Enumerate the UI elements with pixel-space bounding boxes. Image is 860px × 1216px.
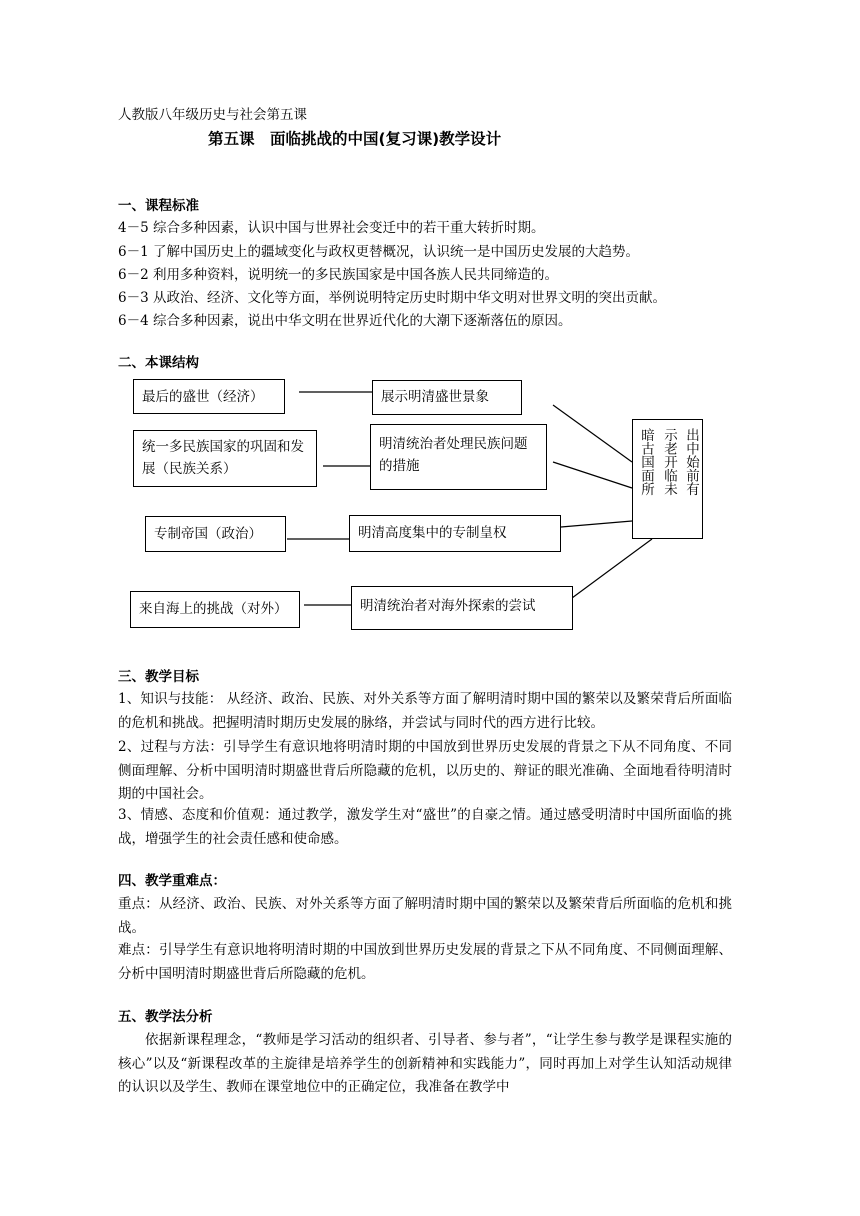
section-heading-structure: 二、本课结构 <box>118 355 199 371</box>
method-paragraph: 依据新课程理念，“教师是学习活动的组织者、引导者、参与者”，“让学生参与教学是课程实施的核心”以及“新课程改革的主旋律是培养学生的创新精神和实践能力”，同时再加上对学生认知活动规律的认识以及学生、教师在课堂地位中的正确定位，我准备在教学中 <box>118 1032 732 1095</box>
structure-box-economy: 最后的盛世（经济） <box>133 379 285 414</box>
standard-item: 6－2 利用多种资料，说明统一的多民族国家是中国各族人民共同缔造的。 <box>118 267 558 283</box>
standard-item: 6－4 综合多种因素，说出中华文明在世界近代化的大潮下逐渐落伍的原因。 <box>118 313 572 329</box>
key-point-item: 重点：从经济、政治、民族、对外关系等方面了解明清时期中国的繁荣以及繁荣背后所面临的危机和挑战。 <box>118 896 732 936</box>
objective-item: 2、过程与方法：引导学生有意识地将明清时期的中国放到世界历史发展的背景之下从不同角度、不同侧面理解、分析中国明清时期盛世背后所隐藏的危机，以历史的、辩证的眼光准确、全面地看待明清时期的中国社会。 <box>118 739 732 802</box>
connector-line <box>553 405 632 462</box>
conclusion-column: 示老开临未 <box>661 428 677 496</box>
connector-line <box>572 539 652 598</box>
difficulty-item: 难点：引导学生有意识地将明清时期的中国放到世界历史发展的背景之下从不同角度、不同侧面理解、分析中国明清时期盛世背后所隐藏的危机。 <box>118 942 732 982</box>
structure-box-ethnic-policy: 明清统治者处理民族问题的措施 <box>370 424 547 490</box>
course-subtitle: 人教版八年级历史与社会第五课 <box>118 107 307 123</box>
page-title: 第五课 面临挑战的中国(复习课)教学设计 <box>208 130 502 148</box>
conclusion-column: 出中始前有 <box>683 428 699 496</box>
structure-box-overseas: 明清统治者对海外探索的尝试 <box>351 586 573 630</box>
conclusion-column: 暗古国面所 <box>638 428 654 496</box>
section-heading-objectives: 三、教学目标 <box>118 669 199 685</box>
objective-item: 1、知识与技能： 从经济、政治、民族、对外关系等方面了解明清时期中国的繁荣以及繁荣背后所面临的危机和挑战。把握明清时期历史发展的脉络，并尝试与同时代的西方进行比较。 <box>118 691 732 731</box>
section-heading-method: 五、教学法分析 <box>118 1009 213 1025</box>
structure-box-politics: 专制帝国（政治） <box>145 516 286 552</box>
structure-box-ethnic: 统一多民族国家的巩固和发展（民族关系） <box>133 430 317 487</box>
objective-item: 3、情感、态度和价值观：通过教学，激发学生对“盛世”的自豪之情。通过感受明清时中国所面临的挑战，增强学生的社会责任感和使命感。 <box>118 807 732 847</box>
standard-item: 6－1 了解中国历史上的疆域变化与政权更替概况，认识统一是中国历史发展的大趋势。 <box>118 244 639 260</box>
standard-item: 4－5 综合多种因素，认识中国与世界社会变迁中的若干重大转折时期。 <box>118 220 545 236</box>
standard-item: 6－3 从政治、经济、文化等方面，举例说明特定历史时期中华文明对世界文明的突出贡献。 <box>118 290 666 306</box>
structure-box-foreign: 来自海上的挑战（对外） <box>130 591 300 628</box>
section-heading-standards: 一、课程标准 <box>118 198 199 214</box>
structure-box-imperial-power: 明清高度集中的专制皇权 <box>349 515 561 552</box>
section-heading-key-points: 四、教学重难点： <box>118 873 226 889</box>
connector-line <box>561 521 632 527</box>
structure-box-conclusion <box>632 419 703 539</box>
structure-box-prosperity: 展示明清盛世景象 <box>372 380 522 415</box>
connector-line <box>553 462 632 488</box>
